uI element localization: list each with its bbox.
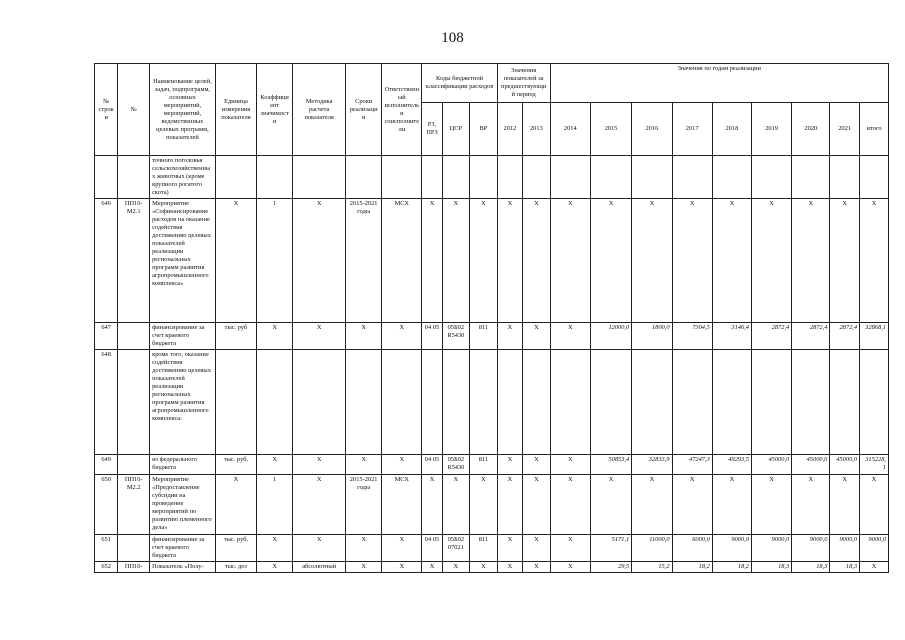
- value-cell: [346, 156, 382, 199]
- value-cell: 49293,5: [712, 455, 751, 475]
- value-cell: [257, 156, 293, 199]
- value-cell: 18,3: [792, 562, 830, 573]
- header-year: 2018: [712, 103, 751, 156]
- value-cell: X: [550, 562, 590, 573]
- value-cell: [712, 350, 751, 455]
- value-cell: X: [257, 323, 293, 350]
- value-cell: [293, 156, 346, 199]
- value-cell: 1: [257, 475, 293, 535]
- value-cell: 811: [470, 323, 498, 350]
- value-cell: 18,2: [672, 562, 712, 573]
- value-cell: 11000,0: [632, 535, 672, 562]
- value-cell: X: [550, 455, 590, 475]
- value-cell: X: [257, 562, 293, 573]
- value-cell: [751, 350, 791, 455]
- value-cell: X: [497, 199, 522, 323]
- value-cell: X: [293, 455, 346, 475]
- value-cell: 2015-2021 годы: [346, 199, 382, 323]
- value-cell: X: [590, 475, 631, 535]
- value-cell: тыс. руб.: [215, 535, 256, 562]
- value-cell: абсолютный: [293, 562, 346, 573]
- header-year: 2021: [830, 103, 860, 156]
- header-year: 2020: [792, 103, 830, 156]
- value-cell: МСХ: [382, 475, 422, 535]
- value-cell: [422, 350, 442, 455]
- value-cell: 9000,0: [712, 535, 751, 562]
- value-cell: X: [860, 475, 889, 535]
- row-name-cell: финансирование за счет краевого бюджета: [150, 535, 216, 562]
- value-cell: X: [382, 455, 422, 475]
- value-cell: X: [470, 562, 498, 573]
- value-cell: тыс. руб.: [215, 455, 256, 475]
- header-csr: ЦСР: [442, 103, 470, 156]
- value-cell: 47247,3: [672, 455, 712, 475]
- value-cell: 32868,1: [860, 323, 889, 350]
- value-cell: X: [470, 475, 498, 535]
- value-cell: X: [215, 475, 256, 535]
- header-year: 2012: [497, 103, 522, 156]
- header-row-no: № строки: [95, 64, 118, 156]
- value-cell: [346, 350, 382, 455]
- header-row-top: [95, 64, 889, 103]
- value-cell: 04 05: [422, 535, 442, 562]
- header-year: 2016: [632, 103, 672, 156]
- value-cell: [550, 350, 590, 455]
- value-cell: 2872,4: [830, 323, 860, 350]
- value-cell: 45000,0: [751, 455, 791, 475]
- table-row: [95, 350, 889, 455]
- value-cell: X: [672, 475, 712, 535]
- value-cell: X: [442, 562, 470, 573]
- value-cell: [215, 156, 256, 199]
- value-cell: X: [293, 323, 346, 350]
- value-cell: [590, 156, 631, 199]
- row-code-cell: [118, 455, 150, 475]
- value-cell: X: [382, 323, 422, 350]
- header-name: Наименование целей, задач, подпрограмм, основных мероприятий, мероприятий, ведомственных целевых программ, показателей: [150, 64, 216, 156]
- value-cell: [860, 350, 889, 455]
- value-cell: X: [523, 199, 551, 323]
- row-number-cell: 648: [95, 350, 118, 455]
- header-vr: ВР: [470, 103, 498, 156]
- value-cell: [442, 350, 470, 455]
- value-cell: тыс. доз: [215, 562, 256, 573]
- header-method: Методика расчета показателя: [293, 64, 346, 156]
- value-cell: X: [346, 562, 382, 573]
- value-cell: тыс. руб: [215, 323, 256, 350]
- value-cell: X: [590, 199, 631, 323]
- value-cell: 32833,9: [632, 455, 672, 475]
- value-cell: [712, 156, 751, 199]
- header-year: 2014: [550, 103, 590, 156]
- value-cell: X: [346, 323, 382, 350]
- row-name-cell: из федерального бюджета: [150, 455, 216, 475]
- value-cell: [590, 350, 631, 455]
- value-cell: [792, 350, 830, 455]
- value-cell: X: [293, 199, 346, 323]
- value-cell: X: [382, 535, 422, 562]
- value-cell: 2872,4: [792, 323, 830, 350]
- row-number-cell: 650: [95, 475, 118, 535]
- value-cell: [257, 350, 293, 455]
- value-cell: [293, 350, 346, 455]
- value-cell: X: [523, 475, 551, 535]
- row-name-cell: Мероприятие «Софинансирование расходов на оказание содействия достижению целевых показателей реализации региональных программ развития агропромышленного комплекса»: [150, 199, 216, 323]
- value-cell: МСХ: [382, 199, 422, 323]
- header-year: 2013: [523, 103, 551, 156]
- value-cell: [497, 156, 522, 199]
- value-cell: 3146,4: [712, 323, 751, 350]
- value-cell: [497, 350, 522, 455]
- value-cell: [860, 156, 889, 199]
- value-cell: [550, 156, 590, 199]
- value-cell: X: [293, 535, 346, 562]
- header-budget-codes: Коды бюджетной классификации расходов: [422, 64, 497, 103]
- row-code-cell: ПП10-М2.1: [118, 199, 150, 323]
- value-cell: 05Б02 07021: [442, 535, 470, 562]
- value-cell: 45000,0: [830, 455, 860, 475]
- indicator-table: [94, 63, 889, 573]
- value-cell: [672, 156, 712, 199]
- header-rz: РЗ, ПРЗ: [422, 103, 442, 156]
- value-cell: [632, 156, 672, 199]
- value-cell: X: [632, 199, 672, 323]
- value-cell: 2872,4: [751, 323, 791, 350]
- value-cell: X: [422, 475, 442, 535]
- row-name-cell: Мероприятие «Предоставление субсидии на проведение мероприятий по развитию племенного дела»: [150, 475, 216, 535]
- value-cell: [470, 350, 498, 455]
- value-cell: 6000,0: [672, 535, 712, 562]
- header-executor: Ответственный исполнитель и соисполнители: [382, 64, 422, 156]
- value-cell: X: [257, 455, 293, 475]
- value-cell: X: [497, 562, 522, 573]
- value-cell: 811: [470, 455, 498, 475]
- value-cell: [422, 156, 442, 199]
- value-cell: X: [792, 475, 830, 535]
- value-cell: X: [712, 475, 751, 535]
- value-cell: X: [523, 323, 551, 350]
- value-cell: [523, 350, 551, 455]
- header-total: итого: [860, 103, 889, 156]
- value-cell: [672, 350, 712, 455]
- value-cell: [830, 350, 860, 455]
- value-cell: X: [293, 475, 346, 535]
- row-code-cell: ПП10-М2.2: [118, 475, 150, 535]
- value-cell: [751, 156, 791, 199]
- value-cell: X: [523, 455, 551, 475]
- value-cell: 1: [257, 199, 293, 323]
- value-cell: X: [830, 199, 860, 323]
- value-cell: 811: [470, 535, 498, 562]
- table-row: [95, 156, 889, 199]
- header-year: 2015: [590, 103, 631, 156]
- table-row: [95, 455, 889, 475]
- value-cell: 7304,5: [672, 323, 712, 350]
- value-cell: X: [442, 199, 470, 323]
- value-cell: X: [422, 562, 442, 573]
- value-cell: X: [751, 475, 791, 535]
- value-cell: 9000,0: [751, 535, 791, 562]
- value-cell: 04 05: [422, 455, 442, 475]
- value-cell: X: [442, 475, 470, 535]
- value-cell: 45000,0: [792, 455, 830, 475]
- value-cell: 5171,1: [590, 535, 631, 562]
- value-cell: 05Б02 R5430: [442, 323, 470, 350]
- header-year: 2019: [751, 103, 791, 156]
- header-year: 2017: [672, 103, 712, 156]
- value-cell: [792, 156, 830, 199]
- header-coef: Коэффициент значимости: [257, 64, 293, 156]
- value-cell: 9000,0: [792, 535, 830, 562]
- row-number-cell: 646: [95, 199, 118, 323]
- table-row: [95, 199, 889, 323]
- value-cell: X: [346, 455, 382, 475]
- value-cell: X: [860, 199, 889, 323]
- value-cell: X: [470, 199, 498, 323]
- row-number-cell: [95, 156, 118, 199]
- value-cell: 04 05: [422, 323, 442, 350]
- value-cell: [215, 350, 256, 455]
- value-cell: [470, 156, 498, 199]
- header-unit: Единица измерения показателя: [215, 64, 256, 156]
- value-cell: X: [497, 535, 522, 562]
- value-cell: 315228,1: [860, 455, 889, 475]
- value-cell: X: [497, 455, 522, 475]
- row-code-cell: ПП10-: [118, 562, 150, 573]
- row-name-cell: точного поголовья сельскохозяйственных животных (кроме крупного рогатого скота): [150, 156, 216, 199]
- row-code-cell: [118, 156, 150, 199]
- value-cell: X: [422, 199, 442, 323]
- table-row: [95, 475, 889, 535]
- row-code-cell: [118, 350, 150, 455]
- value-cell: [382, 156, 422, 199]
- value-cell: 29,5: [590, 562, 631, 573]
- value-cell: [830, 156, 860, 199]
- row-code-cell: [118, 535, 150, 562]
- value-cell: X: [632, 475, 672, 535]
- value-cell: 12000,0: [590, 323, 631, 350]
- row-name-cell: финансирование за счет краевого бюджета: [150, 323, 216, 350]
- value-cell: X: [860, 562, 889, 573]
- value-cell: [442, 156, 470, 199]
- value-cell: [382, 350, 422, 455]
- value-cell: X: [550, 535, 590, 562]
- header-prev-values: Значения показателей за предшествующий период: [497, 64, 550, 103]
- value-cell: X: [382, 562, 422, 573]
- value-cell: 9000,0: [860, 535, 889, 562]
- value-cell: X: [346, 535, 382, 562]
- value-cell: X: [497, 475, 522, 535]
- value-cell: 2015-2021 годы: [346, 475, 382, 535]
- row-number-cell: 649: [95, 455, 118, 475]
- value-cell: 50853,4: [590, 455, 631, 475]
- table-row: [95, 535, 889, 562]
- value-cell: X: [550, 475, 590, 535]
- value-cell: 1800,0: [632, 323, 672, 350]
- value-cell: X: [215, 199, 256, 323]
- value-cell: X: [497, 323, 522, 350]
- page-number: 108: [441, 30, 464, 46]
- value-cell: X: [257, 535, 293, 562]
- value-cell: X: [792, 199, 830, 323]
- value-cell: X: [712, 199, 751, 323]
- value-cell: 05Б02 R5430: [442, 455, 470, 475]
- row-number-cell: 647: [95, 323, 118, 350]
- value-cell: X: [830, 475, 860, 535]
- table-row: [95, 323, 889, 350]
- row-number-cell: 652: [95, 562, 118, 573]
- row-name-cell: Показатель «Полу-: [150, 562, 216, 573]
- value-cell: [523, 156, 551, 199]
- value-cell: 9000,0: [830, 535, 860, 562]
- value-cell: [632, 350, 672, 455]
- header-year-values: Значения по годам реализации: [550, 64, 888, 103]
- value-cell: X: [672, 199, 712, 323]
- row-number-cell: 651: [95, 535, 118, 562]
- value-cell: X: [550, 199, 590, 323]
- value-cell: 15,2: [632, 562, 672, 573]
- table-row: [95, 562, 889, 573]
- header-terms: Сроки реализации: [346, 64, 382, 156]
- row-name-cell: кроме того, оказание содействия достижению целевых показателей реализации региональных программ развития агропромышленного комплекса:: [150, 350, 216, 455]
- value-cell: X: [523, 562, 551, 573]
- value-cell: X: [751, 199, 791, 323]
- value-cell: 18,3: [751, 562, 791, 573]
- value-cell: 18,3: [830, 562, 860, 573]
- value-cell: X: [550, 323, 590, 350]
- row-code-cell: [118, 323, 150, 350]
- header-no: №: [118, 64, 150, 156]
- value-cell: 18,2: [712, 562, 751, 573]
- value-cell: X: [523, 535, 551, 562]
